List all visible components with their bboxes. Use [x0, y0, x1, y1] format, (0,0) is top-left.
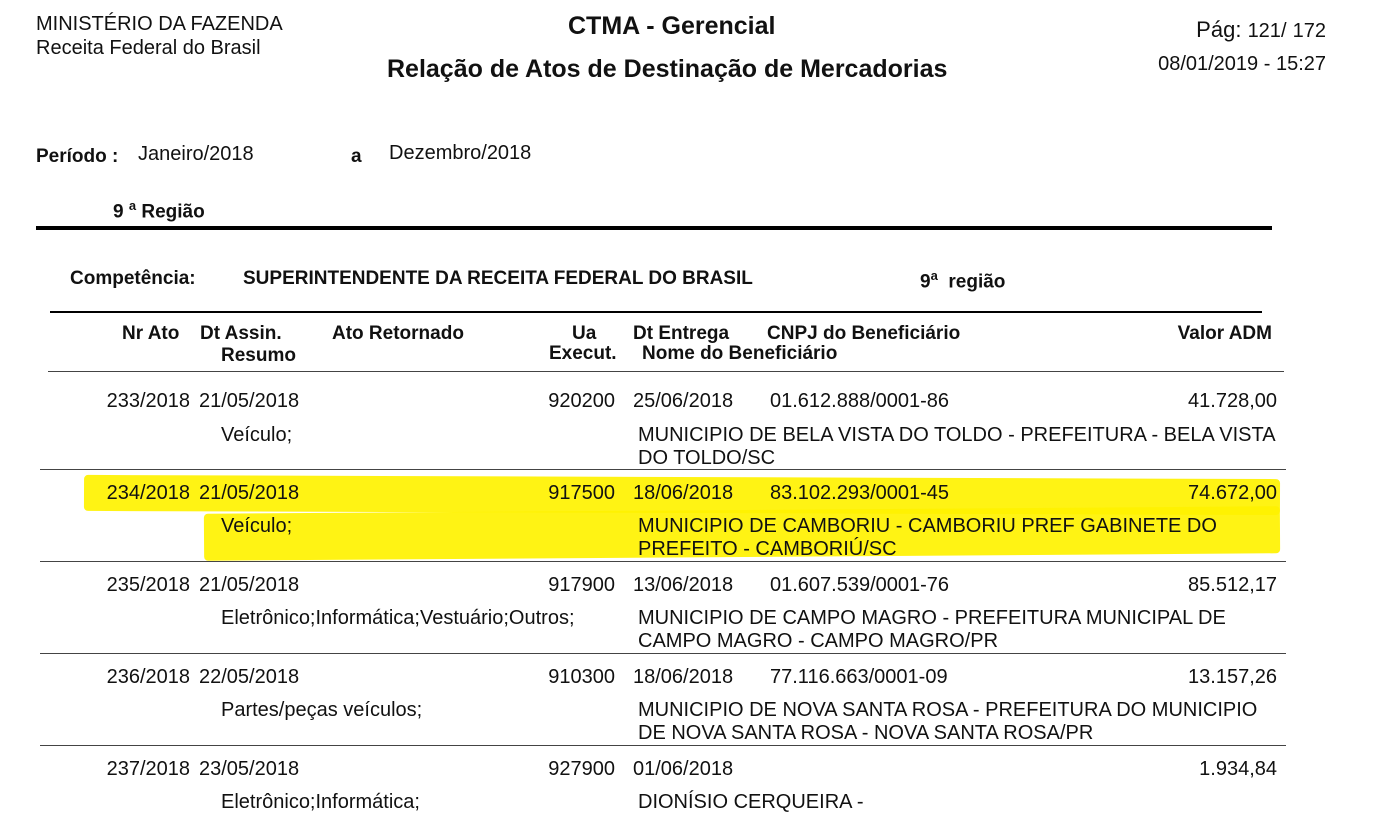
row-dt-entrega: 01/06/2018	[633, 758, 734, 780]
competencia-label: Competência:	[70, 268, 196, 289]
col-ato-retornado: Ato Retornado	[332, 323, 464, 344]
org-line1: MINISTÉRIO DA FAZENDA	[36, 13, 283, 35]
regiao-label: Região	[141, 201, 205, 223]
row-nome: MUNICIPIO DE CAMBORIU - CAMBORIU PREF GABINETE DO PREFEITO - CAMBORIÚ/SC	[638, 515, 1217, 560]
periodo-connector: a	[351, 146, 362, 167]
col-dt-assin: Dt Assin.	[200, 323, 282, 344]
table-top-divider	[50, 311, 1262, 313]
row-cnpj: 01.607.539/0001-76	[770, 574, 950, 596]
report-title: CTMA - Gerencial	[568, 12, 776, 40]
row-nr-ato: 235/2018	[106, 574, 190, 596]
row-nr-ato: 237/2018	[106, 758, 190, 780]
header-divider	[48, 371, 1284, 372]
col-resumo: Resumo	[221, 345, 296, 366]
row-ua: 927900	[548, 758, 615, 780]
row-nr-ato: 236/2018	[106, 666, 190, 688]
row-divider	[40, 561, 1286, 562]
row-resumo: Veículo;	[221, 424, 293, 446]
row-resumo: Eletrônico;Informática;	[221, 791, 420, 813]
competencia-value: SUPERINTENDENTE DA RECEITA FEDERAL DO BRASIL	[243, 268, 753, 289]
competencia-regiao	[920, 268, 1005, 293]
page-separator: /	[1280, 20, 1287, 42]
regiao-number: 9	[113, 201, 124, 223]
row-ua: 910300	[548, 666, 615, 688]
row-dt-entrega: 13/06/2018	[633, 574, 734, 596]
col-ua: Ua	[572, 323, 597, 344]
row-valor: 13.157,26	[1188, 666, 1277, 688]
report-datetime: 08/01/2019 - 15:27	[1158, 53, 1326, 75]
row-nome: MUNICIPIO DE BELA VISTA DO TOLDO - PREFEITURA - BELA VISTA DO TOLDO/SC	[638, 424, 1275, 469]
row-cnpj: 01.612.888/0001-86	[770, 390, 950, 412]
regiao-heading	[113, 198, 205, 223]
row-dt-assin: 21/05/2018	[199, 574, 300, 596]
row-dt-entrega: 18/06/2018	[633, 482, 734, 504]
regiao-sup: a	[128, 198, 137, 213]
row-dt-assin: 21/05/2018	[199, 482, 300, 504]
row-ua: 917900	[548, 574, 615, 596]
row-resumo: Eletrônico;Informática;Vestuário;Outros;	[221, 607, 575, 629]
page-current: 121	[1247, 20, 1281, 42]
row-nome: MUNICIPIO DE NOVA SANTA ROSA - PREFEITURA DO MUNICIPIO DE NOVA SANTA ROSA - NOVA SANTA ROSA/PR	[638, 699, 1258, 744]
row-dt-assin: 22/05/2018	[199, 666, 300, 688]
competencia-reg-sup: a	[930, 268, 938, 283]
row-valor: 85.512,17	[1188, 574, 1277, 596]
row-divider	[40, 653, 1286, 654]
row-dt-assin: 21/05/2018	[199, 390, 300, 412]
row-valor: 41.728,00	[1188, 390, 1277, 412]
row-resumo: Veículo;	[221, 515, 293, 537]
periodo-to: Dezembro/2018	[389, 142, 532, 164]
row-dt-entrega: 18/06/2018	[633, 666, 734, 688]
row-nome: MUNICIPIO DE CAMPO MAGRO - PREFEITURA MUNICIPAL DE CAMPO MAGRO - CAMPO MAGRO/PR	[638, 607, 1226, 652]
row-nr-ato: 233/2018	[106, 390, 190, 412]
row-ua: 917500	[548, 482, 615, 504]
row-nome: DIONÍSIO CERQUEIRA -	[638, 791, 864, 813]
page-label: Pág:	[1196, 17, 1242, 42]
org-block	[36, 12, 283, 60]
section-divider	[36, 226, 1272, 230]
row-cnpj: 77.116.663/0001-09	[770, 666, 948, 688]
periodo-from: Janeiro/2018	[138, 143, 254, 165]
competencia-reg-number: 9	[920, 271, 931, 293]
row-cnpj: 83.102.293/0001-45	[770, 482, 950, 504]
col-valor: Valor ADM	[1177, 323, 1272, 344]
page-total: 172	[1292, 20, 1326, 42]
row-resumo: Partes/peças veículos;	[221, 699, 423, 721]
row-dt-assin: 23/05/2018	[199, 758, 300, 780]
row-valor: 1.934,84	[1199, 758, 1277, 780]
periodo-label: Período :	[36, 146, 119, 167]
col-execut: Execut.	[549, 343, 617, 364]
page-indicator	[1196, 17, 1326, 43]
report-subtitle: Relação de Atos de Destinação de Mercadorias	[387, 55, 948, 83]
col-dt-entrega: Dt Entrega	[633, 323, 730, 344]
col-cnpj: CNPJ do Beneficiário	[767, 323, 961, 344]
competencia-reg-label: região	[948, 271, 1006, 293]
row-nr-ato: 234/2018	[106, 482, 190, 504]
row-dt-entrega: 25/06/2018	[633, 390, 734, 412]
col-nome: Nome do Beneficiário	[642, 343, 838, 364]
row-divider	[40, 745, 1286, 746]
row-valor: 74.672,00	[1188, 482, 1277, 504]
col-nr-ato: Nr Ato	[122, 323, 180, 344]
row-ua: 920200	[548, 390, 615, 412]
row-divider	[40, 469, 1286, 470]
org-line2: Receita Federal do Brasil	[36, 37, 261, 59]
